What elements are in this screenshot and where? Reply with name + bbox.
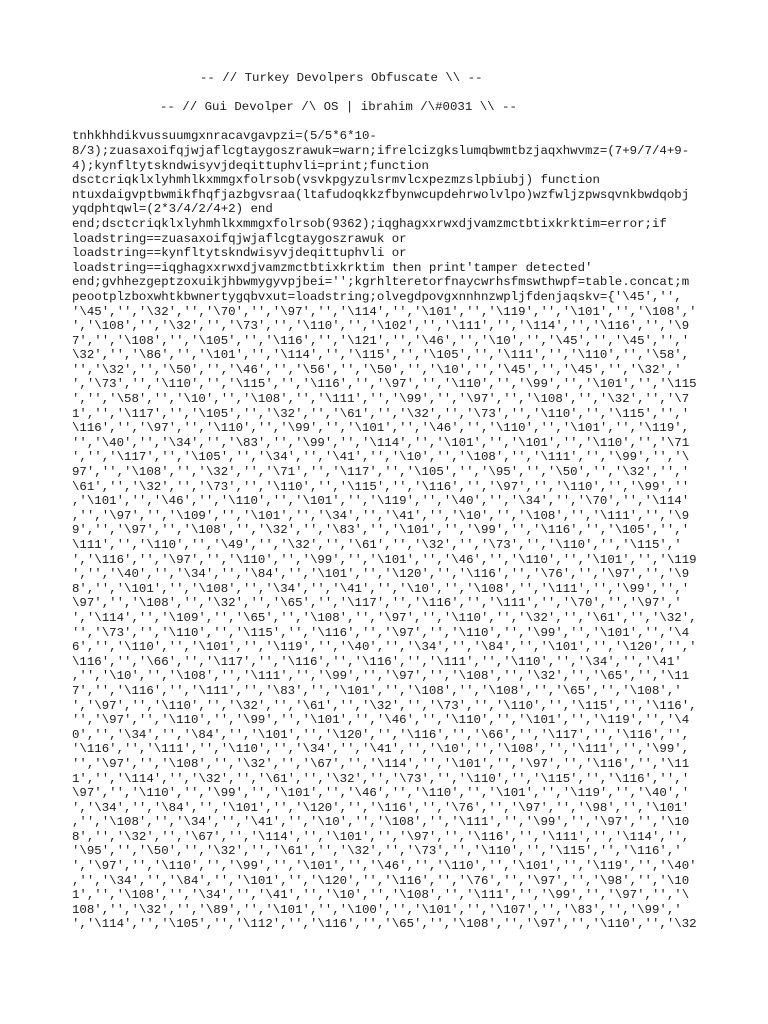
code-line: loadstring==iqghagxxrwxdjvamzmctbtixkrktim then print'tamper detected'	[72, 260, 593, 275]
code-line: ','\108','','\32','','\73','','\110','','\102','','\111','','\114','','\116','','\9	[72, 319, 690, 334]
code-line: end;dsctcriqklxlyhmhlkxmmgxfolrsob(9362);iqghagxxrwxdjvamzmctbtixkrktim=error;if	[72, 216, 667, 231]
code-line: 0','','\34','','\84','','\101','','\120','','\116','','\66','','\117','','\116','',	[72, 727, 690, 742]
code-line: tnhkhhdikvussuumgxnracavgavpzi=(5/5*6*10-	[72, 129, 377, 144]
code-line: peootplzboxwhtkbwnertygqbvxut=loadstring;olvegdpovgxnnhnzwpljfdenjaqskv={'\45','',	[72, 289, 682, 304]
code-line: 8/3);zuasaxoifqjwjaflcgtaygoszrawuk=warn;ifrelcizgkslumqbwmtbzjaqxhwvmz=(7+9/7/4+9-	[72, 143, 690, 158]
code-line: 108','','\32','','\89','','\101','','\100','','\101','','\107','','\83','','\99','	[72, 902, 682, 917]
code-line: '','\40','','\34','','\83','','\99','','\114','','\101','','\101','','\110','','\71	[72, 435, 690, 450]
code-line: 9','','\97','','\108','','\32','','\83','','\101','','\99','','\116','','\105','','	[72, 523, 690, 538]
credit-line: -- // Gui Devolper /\ OS | ibrahim /\#0031 \\ --	[160, 100, 517, 115]
code-line: ','\114','','\109','','\65','','\108','','\97','','\110','','\32','','\61','','\32',	[72, 610, 697, 625]
document-page	[72, 71, 712, 932]
code-line: \61','','\32','','\73','','\110','','\115','','\116','','\97','','\110','','\99',''	[72, 479, 690, 494]
code-line: ,'','\97','','\109','','\101','','\34','','\41','','\10','','\108','','\111','','\9	[72, 508, 690, 523]
code-line: \116','','\97','','\110','','\99','','\101','','\46','','\110','','\101','','\119',	[72, 421, 690, 436]
code-block	[72, 129, 712, 932]
code-line: ,'\101','','\46','','\110','','\101','','\119','','\40','','\34','','\70','','\114'	[72, 494, 690, 509]
code-line: ,'','\34','','\84','','\101','','\120','','\116','','\76','','\97','','\98','','\10	[72, 873, 690, 888]
code-line: dsctcriqklxlyhmhlkxmmgxfolrsob(vsvkpgyzulsrmvlcxpezmzslpbiubj) function	[72, 173, 600, 188]
code-line: ','','\58','','\10','','\108','','\111','','\99','','\97','','\108','','\32','','\7	[72, 392, 690, 407]
code-line: ','\97','','\110','','\32','','\61','','\32','','\73','','\110','','\115','','\116',	[72, 698, 697, 713]
code-line: 1','','\117','','\105','','\32','','\61','','\32','','\73','','\110','','\115','','	[72, 406, 690, 421]
code-line: yqdphtqwl=(2*3/4/2/4+2) end	[72, 202, 273, 217]
code-line: ','\34','','\84','','\101','','\120','','\116','','\76','','\97','','\98','','\101'	[72, 800, 690, 815]
code-line: \97','','\110','','\99','','\101','','\46','','\110','','\101','','\119','','\40','	[72, 786, 690, 801]
code-line: 4);kynfltytskndwisyvjdeqittuphvli=print;function	[72, 158, 429, 173]
title-line: -- // Turkey Devolpers Obfuscate \\ --	[200, 71, 483, 85]
code-line: '','\32','','\50','','\46','','\56','','\50','','\10','','\45','','\45','','\32','	[72, 362, 682, 377]
code-line: 7','','\116','','\111','','\83','','\101','','\108','','\108','','\65','','\108','	[72, 683, 682, 698]
code-line: ,'','\10','','\108','','\111','','\99','','\97','','\108','','\32','','\65','','\11	[72, 669, 690, 684]
code-line: end;gvhhezgeptzoxuikjhbwmygyvpjbei='';kgrhlteretorfnaycwrhsfmswthwpf=table.concat;m	[72, 275, 690, 290]
code-line: '','\97','','\110','','\99','','\101','','\46','','\110','','\101','','\119','','\4	[72, 713, 690, 728]
code-line: 6','','\110','','\101','','\119','','\40','','\34','','\84','','\101','','\120','','	[72, 640, 697, 655]
code-line: ntuxdaigvptbwmikfhqfjazbgvsraa(ltafudoqkkzfbynwcupdehrwolvlpo)wzfwljzpwsqvnkbwdqobj	[72, 187, 690, 202]
code-line: ','\116','','\97','','\110','','\99','','\101','','\46','','\110','','\101','','\119	[72, 552, 697, 567]
code-line: ,'','\108','','\34','','\41','','\10','','\108','','\111','','\99','','\97','','\10	[72, 815, 690, 830]
code-line: \116','','\66','','\117','','\116','','\116','','\111','','\110','','\34','','\41'	[72, 654, 682, 669]
code-line: 8','','\32','','\67','','\114','','\101','','\97','','\116','','\111','','\114','',	[72, 829, 690, 844]
code-line: ','','\40','','\34','','\84','','\101','','\120','','\116','','\76','','\97','','\9	[72, 567, 690, 582]
code-line: loadstring==kynfltytskndwisyvjdeqittuphvli or	[72, 246, 407, 261]
code-line: \111','','\110','','\49','','\32','','\61','','\32','','\73','','\110','','\115','	[72, 538, 682, 552]
code-line: '','\73','','\110','','\115','','\116','','\97','','\110','','\99','','\101','','\4	[72, 625, 690, 640]
code-line: 1','','\114','','\32','','\61','','\32','','\73','','\110','','\115','','\116','','	[72, 771, 690, 786]
code-line: '\45','','\32','','\70','','\97','','\114','','\101','','\119','','\101','','\108','	[72, 304, 697, 319]
code-line: 7','','\108','','\105','','\116','','\121','','\46','','\10','','\45','','\45','','	[72, 333, 690, 348]
code-line: '\116','','\111','','\110','','\34','','\41','','\10','','\108','','\111','','\99',	[72, 742, 690, 757]
code-line: '\95','','\50','','\32','','\61','','\32','','\73','','\110','','\115','','\116','	[72, 844, 682, 859]
code-line: ','','\117','','\105','','\34','','\41','','\10','','\108','','\111','','\99','','\	[72, 450, 690, 465]
code-line: loadstring==zuasaxoifqjwjaflcgtaygoszrawuk or	[72, 231, 407, 246]
code-line: 1','','\108','','\34','','\41','','\10','','\108','','\111','','\99','','\97','','\	[72, 888, 690, 903]
code-line: ','\114','','\105','','\112','','\116','','\65','','\108','','\97','','\110','','\32	[72, 917, 697, 932]
code-line: '','\97','','\108','','\32','','\67','','\114','','\101','','\97','','\116','','\11	[72, 756, 690, 771]
code-line: 8','','\101','','\108','','\34','','\41','','\10','','\108','','\111','','\99','','	[72, 581, 690, 596]
code-line: \32','','\86','','\101','','\114','','\115','','\105','','\111','','\110','','\58',	[72, 348, 690, 363]
code-line: \97','','\108','','\32','','\65','','\117','','\116','','\111','','\70','','\97','	[72, 596, 682, 611]
code-line: ','\97','','\110','','\99','','\101','','\46','','\110','','\101','','\119','','\40'	[72, 859, 697, 874]
code-line: ','\73','','\110','','\115','','\116','','\97','','\110','','\99','','\101','','\115	[72, 377, 697, 392]
code-line: 97','','\108','','\32','','\71','','\117','','\105','','\95','','\50','','\32','','	[72, 465, 690, 480]
